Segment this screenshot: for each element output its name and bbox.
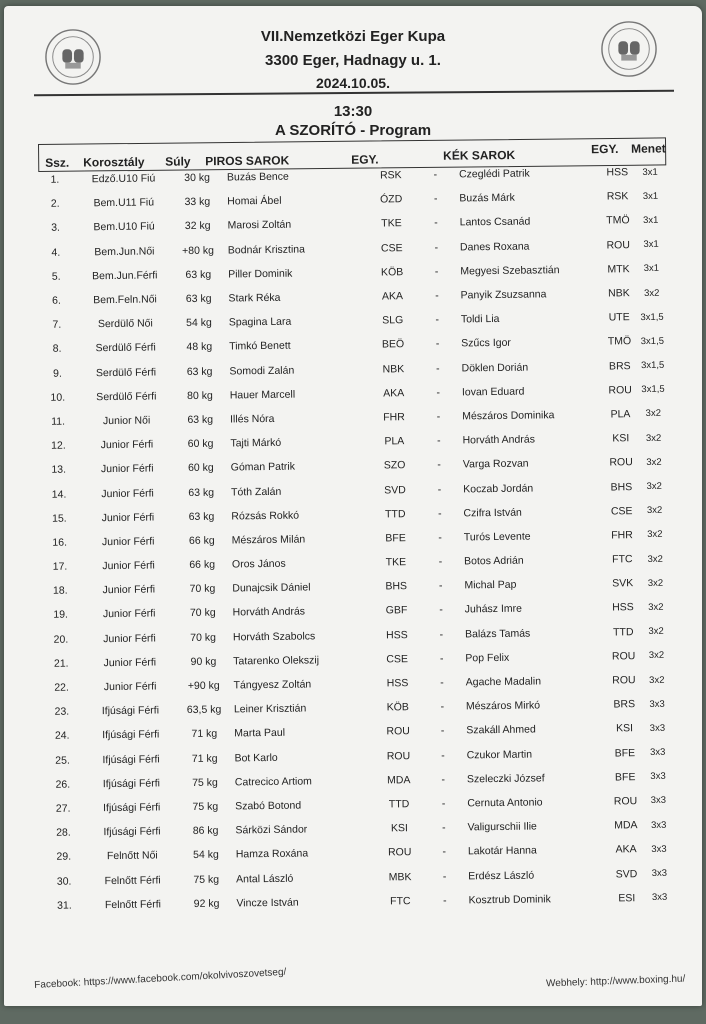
cell-ssz: 15. (51, 512, 67, 525)
cell-piros: Bot Karlo (234, 751, 278, 765)
cell-menet: 3x1 (643, 263, 660, 275)
cell-ssz: 22. (54, 681, 69, 694)
cell-suly: 66 kg (189, 558, 216, 572)
cell-ssz: 27. (55, 802, 71, 815)
cell-dash: - (436, 362, 440, 375)
cell-ssz: 9. (53, 367, 62, 380)
cell-korosztaly: Junior Női (102, 414, 151, 428)
cell-dash: - (439, 604, 443, 617)
cell-dash: - (438, 579, 443, 593)
col-kek-sarok: KÉK SAROK (443, 148, 516, 163)
cell-egy1: KÖB (386, 701, 409, 714)
cell-menet: 3x2 (647, 529, 663, 541)
col-egy-blue: EGY. (591, 141, 619, 157)
cell-kek: Megyesi Szebasztián (460, 263, 560, 278)
event-address: 3300 Eger, Hadnagy u. 1. (265, 52, 441, 69)
cell-suly: +90 kg (187, 679, 220, 693)
cell-piros: Antal László (236, 872, 294, 885)
cell-piros: Buzás Bence (226, 170, 289, 184)
cell-egy2: BRS (608, 359, 631, 373)
cell-dash: - (438, 531, 442, 544)
cell-suly: 70 kg (189, 607, 216, 620)
cell-suly: 63 kg (187, 413, 214, 426)
cell-menet: 3x1 (643, 214, 659, 226)
cell-kek: Szakáll Ahmed (466, 723, 536, 737)
cell-korosztaly: Junior Férfi (103, 656, 157, 669)
cell-egy2: HSS (612, 601, 634, 614)
cell-dash: - (437, 459, 441, 472)
cell-kek: Koczab Jordán (463, 482, 534, 495)
cell-korosztaly: Ifjúsági Férfi (102, 728, 160, 742)
cell-menet: 3x2 (649, 674, 665, 686)
cell-menet: 3x1 (643, 238, 659, 251)
cell-egy1: BEÖ (381, 338, 405, 351)
cell-menet: 3x3 (650, 819, 667, 831)
cell-ssz: 26. (55, 778, 71, 791)
cell-egy1: TKE (381, 217, 402, 230)
cell-korosztaly: Edző.U10 Fiú (91, 172, 156, 186)
cell-dash: - (440, 725, 445, 738)
cell-dash: - (434, 217, 438, 230)
cell-kek: Valigurschii Ilie (467, 820, 537, 834)
cell-kek: Mészáros Mirkó (465, 699, 541, 713)
cell-dash: - (442, 870, 447, 883)
cell-korosztaly: Junior Férfi (103, 680, 157, 694)
cell-kek: Cernuta Antonio (467, 796, 543, 810)
cell-menet: 3x1 (642, 190, 659, 202)
cell-dash: - (440, 700, 445, 713)
cell-korosztaly: Bem.Jun.Női (94, 245, 155, 258)
cell-suly: 66 kg (188, 534, 215, 547)
cell-egy1: SVD (384, 483, 406, 496)
cell-egy2: FTC (612, 553, 633, 566)
cell-menet: 3x2 (645, 432, 662, 444)
cell-egy1: GBF (385, 604, 408, 617)
cell-suly: 63 kg (185, 268, 212, 281)
cell-menet: 3x2 (646, 480, 662, 493)
cell-egy2: FHR (611, 529, 633, 542)
cell-suly: 70 kg (190, 631, 217, 644)
cell-suly: 54 kg (193, 848, 219, 862)
cell-piros: Timkó Benett (229, 340, 291, 353)
cell-egy2: UTE (608, 311, 630, 324)
cell-menet: 3x3 (651, 891, 668, 904)
cell-piros: Góman Patrik (230, 460, 296, 474)
cell-piros: Rózsás Rokkó (231, 509, 300, 523)
cell-egy1: TTD (388, 798, 410, 811)
cell-kek: Mészáros Dominika (462, 409, 555, 423)
cell-ssz: 7. (52, 318, 62, 331)
cell-korosztaly: Ifjúsági Férfi (102, 777, 161, 790)
cell-egy2: AKA (615, 843, 637, 856)
col-korosztaly: Korosztály (83, 154, 145, 170)
cell-egy2: SVK (612, 577, 634, 590)
cell-dash: - (440, 676, 444, 689)
cell-egy2: BHS (610, 480, 633, 494)
cell-egy2: ROU (611, 650, 636, 663)
cell-piros: Horváth András (232, 605, 306, 619)
cell-kek: Lakotár Hanna (467, 844, 537, 858)
cell-menet: 3x3 (650, 746, 666, 759)
cell-egy1: FTC (390, 894, 411, 908)
cell-piros: Hamza Roxána (235, 847, 309, 861)
cell-kek: Döklen Dorián (461, 361, 529, 375)
cell-piros: Homai Ábel (227, 195, 282, 208)
cell-egy2: BFE (614, 746, 636, 760)
cell-ssz: 11. (51, 415, 66, 428)
col-suly: Súly (165, 154, 191, 169)
cell-ssz: 13. (51, 463, 67, 477)
cell-suly: 33 kg (184, 195, 211, 209)
cell-ssz: 8. (52, 343, 62, 356)
cell-kek: Horváth András (462, 433, 535, 447)
cell-suly: 32 kg (184, 220, 211, 233)
cell-suly: 60 kg (187, 462, 214, 475)
cell-kek: Czifra István (463, 506, 522, 520)
cell-piros: Illés Nóra (230, 412, 275, 426)
cell-dash: - (443, 894, 447, 907)
cell-ssz: 18. (52, 584, 68, 598)
cell-suly: 63 kg (188, 486, 215, 499)
cell-suly: 63 kg (188, 510, 215, 523)
cell-suly: 86 kg (192, 824, 219, 838)
cell-kek: Lantos Csanád (459, 215, 531, 229)
col-ssz: Ssz. (45, 155, 70, 170)
cell-egy1: RSK (379, 169, 402, 182)
cell-ssz: 4. (51, 246, 61, 259)
cell-piros: Horváth Szabolcs (232, 630, 316, 644)
program-sheet (4, 6, 702, 1006)
cell-kek: Agache Madalin (465, 675, 542, 689)
event-date: 2024.10.05. (316, 75, 390, 91)
cell-egy2: ROU (606, 238, 630, 252)
cell-kek: Czukor Martin (466, 748, 533, 761)
cell-korosztaly: Junior Férfi (101, 535, 155, 549)
cell-egy1: MBK (388, 870, 412, 883)
cell-suly: 71 kg (191, 752, 218, 765)
event-title: VII.Nemzetközi Eger Kupa (260, 28, 446, 45)
cell-egy2: PLA (610, 408, 631, 421)
cell-piros: Spagina Lara (228, 315, 292, 329)
event-time: 13:30 (333, 103, 373, 120)
cell-dash: - (435, 338, 440, 351)
cell-menet: 3x3 (650, 795, 667, 807)
cell-dash: - (439, 652, 444, 665)
cell-ssz: 5. (51, 270, 61, 283)
cell-piros: Bodnár Krisztina (227, 243, 306, 257)
cell-menet: 3x2 (648, 650, 665, 662)
cell-suly: 60 kg (187, 437, 214, 451)
cell-kek: Pop Felix (465, 651, 510, 665)
cell-piros: Stark Réka (228, 291, 281, 305)
footer-facebook: Facebook: https://www.facebook.com/okolvivoszovetseg/ (34, 966, 287, 991)
cell-egy1: BHS (385, 580, 408, 593)
cell-dash: - (437, 507, 442, 520)
cell-ssz: 10. (50, 391, 66, 404)
col-egy-red: EGY. (351, 152, 379, 167)
footer-website: Webhely: http://www.boxing.hu/ (545, 973, 686, 990)
cell-piros: Marosi Zoltán (227, 219, 292, 232)
cell-egy2: BRS (613, 698, 636, 711)
cell-piros: Szabó Botond (235, 799, 302, 813)
cell-egy1: HSS (386, 677, 409, 690)
cell-suly: 48 kg (186, 341, 213, 354)
cell-piros: Leiner Krisztián (233, 702, 307, 716)
cell-egy2: CSE (610, 504, 633, 518)
cell-korosztaly: Ifjúsági Férfi (103, 801, 161, 815)
program-title: A SZORÍTÓ - Program (274, 122, 432, 139)
cell-egy2: HSS (606, 166, 629, 179)
cell-menet: 3x2 (647, 577, 664, 589)
cell-ssz: 25. (55, 754, 70, 767)
cell-korosztaly: Ifjúsági Férfi (101, 704, 160, 718)
cell-piros: Tatarenko Olekszij (233, 654, 320, 668)
cell-suly: 75 kg (192, 776, 218, 789)
cell-suly: 63 kg (186, 365, 213, 378)
cell-ssz: 12. (51, 439, 66, 452)
cell-menet: 3x2 (645, 408, 662, 420)
cell-ssz: 6. (52, 294, 61, 307)
cell-ssz: 20. (53, 633, 69, 646)
cell-piros: Vincze István (236, 896, 299, 910)
cell-egy1: PLA (384, 435, 405, 448)
cell-ssz: 23. (54, 705, 70, 718)
cell-korosztaly: Serdülő Férfi (95, 341, 156, 355)
cell-kek: Erdész László (468, 869, 535, 882)
cell-egy1: TTD (384, 507, 406, 521)
cell-suly: 92 kg (193, 897, 220, 910)
cell-korosztaly: Serdülő Női (97, 317, 153, 331)
cell-suly: 63,5 kg (186, 703, 222, 717)
cell-suly: 75 kg (193, 873, 220, 886)
cell-egy1: ROU (387, 846, 412, 859)
col-piros-sarok: PIROS SAROK (205, 153, 290, 169)
cell-suly: 30 kg (184, 171, 211, 185)
cell-kek: Botos Adrián (464, 554, 524, 568)
cell-egy1: ÓZD (380, 193, 403, 206)
cell-korosztaly: Felnőtt Női (106, 849, 158, 863)
cell-ssz: 16. (52, 536, 68, 549)
cell-egy1: BFE (385, 532, 406, 545)
cell-ssz: 21. (53, 657, 69, 670)
cell-ssz: 31. (57, 899, 72, 912)
cell-ssz: 28. (56, 826, 71, 839)
cell-ssz: 24. (54, 729, 70, 743)
cell-dash: - (433, 168, 438, 181)
cell-egy2: ESI (618, 891, 636, 905)
cell-korosztaly: Bem.Feln.Női (93, 293, 157, 307)
cell-egy2: ROU (608, 383, 632, 397)
cell-egy1: TKE (385, 556, 407, 569)
cell-piros: Marta Paul (234, 727, 286, 740)
cell-korosztaly: Junior Férfi (102, 607, 156, 621)
cell-egy1: KÖB (380, 266, 404, 279)
cell-korosztaly: Bem.U10 Fiú (93, 220, 155, 234)
cell-dash: - (435, 289, 439, 302)
cell-egy1: FHR (383, 411, 405, 424)
cell-piros: Tángyesz Zoltán (233, 678, 312, 692)
cell-egy2: KSI (612, 432, 630, 445)
cell-egy2: MTK (607, 263, 630, 276)
cell-dash: - (439, 628, 444, 641)
cell-kek: Turós Levente (463, 530, 531, 544)
cell-dash: - (442, 846, 447, 859)
cell-ssz: 3. (51, 222, 61, 235)
cell-piros: Tóth Zalán (230, 485, 282, 498)
cell-korosztaly: Felnőtt Férfi (104, 898, 162, 911)
cell-menet: 3x3 (649, 698, 665, 710)
cell-egy2: NBK (607, 287, 630, 300)
cell-egy2: ROU (612, 674, 636, 687)
cell-piros: Dunajcsik Dániel (232, 581, 311, 595)
cell-kek: Toldi Lia (460, 313, 500, 326)
cell-korosztaly: Ifjúsági Férfi (102, 753, 160, 766)
cell-dash: - (442, 821, 446, 834)
cell-egy1: CSE (386, 652, 409, 666)
cell-menet: 3x2 (646, 505, 663, 517)
cell-kek: Danes Roxana (459, 240, 530, 254)
cell-dash: - (433, 193, 438, 206)
cell-egy1: SZO (383, 459, 406, 472)
cell-kek: Buzás Márk (459, 191, 515, 205)
cell-kek: Szeleczki József (466, 772, 545, 786)
cell-dash: - (441, 797, 446, 810)
cell-ssz: 30. (56, 875, 72, 888)
cell-menet: 3x3 (650, 771, 666, 783)
cell-egy2: TMÖ (606, 214, 630, 227)
cell-egy2: ROU (613, 795, 638, 808)
cell-suly: 75 kg (192, 800, 219, 813)
cell-ssz: 29. (56, 850, 72, 864)
cell-korosztaly: Bem.U11 Fiú (93, 196, 155, 210)
cell-korosztaly: Junior Férfi (101, 511, 155, 524)
cell-suly: +80 kg (182, 244, 215, 257)
cell-egy1: NBK (382, 362, 405, 376)
cell-menet: 3x2 (647, 553, 663, 565)
cell-piros: Oros János (231, 557, 286, 571)
cell-egy2: SVD (615, 867, 638, 880)
cell-egy1: CSE (380, 241, 403, 255)
cell-korosztaly: Junior Férfi (102, 559, 155, 573)
cell-menet: 3x1,5 (641, 384, 665, 396)
cell-korosztaly: Felnőtt Férfi (104, 873, 161, 887)
cell-kek: Szűcs Igor (461, 337, 511, 350)
cell-korosztaly: Serdülő Férfi (95, 366, 157, 379)
cell-egy1: KSI (390, 822, 408, 835)
cell-egy2: BFE (614, 770, 636, 784)
cell-korosztaly: Junior Férfi (102, 583, 156, 597)
cell-suly: 71 kg (191, 728, 218, 741)
cell-menet: 3x2 (648, 601, 664, 613)
cell-kek: Balázs Tamás (464, 627, 531, 641)
cell-piros: Hauer Marcell (229, 388, 296, 402)
cell-korosztaly: Ifjúsági Férfi (103, 825, 161, 839)
cell-suly: 54 kg (186, 316, 212, 330)
cell-menet: 3x3 (649, 722, 666, 734)
cell-menet: 3x3 (651, 867, 668, 880)
cell-korosztaly: Serdülő Férfi (96, 390, 157, 403)
cell-kek: Kosztrub Dominik (468, 893, 551, 907)
cell-ssz: 1. (50, 173, 60, 186)
cell-ssz: 17. (52, 560, 68, 573)
cell-egy2: RSK (606, 190, 629, 203)
cell-ssz: 19. (53, 609, 69, 622)
cell-suly: 80 kg (187, 389, 213, 402)
cell-egy1: ROU (386, 725, 410, 738)
cell-kek: Varga Rozvan (462, 457, 529, 471)
cell-menet: 3x2 (643, 287, 660, 299)
cell-egy2: TTD (613, 625, 634, 639)
cell-menet: 3x2 (646, 456, 662, 468)
cell-piros: Piller Dominik (228, 267, 293, 281)
cell-egy2: TMÖ (607, 335, 632, 348)
cell-korosztaly: Junior Férfi (100, 462, 154, 476)
cell-dash: - (437, 483, 442, 496)
cell-korosztaly: Bem.Jun.Férfi (91, 269, 158, 283)
cell-dash: - (438, 555, 443, 568)
cell-piros: Sárközi Sándor (235, 823, 308, 837)
cell-korosztaly: Junior Férfi (100, 438, 154, 452)
cell-piros: Somodi Zalán (229, 364, 295, 378)
cell-dash: - (434, 241, 439, 254)
cell-dash: - (436, 386, 441, 399)
cell-kek: Juhász Imre (464, 603, 523, 616)
cell-menet: 3x1,5 (640, 335, 665, 347)
cell-korosztaly: Junior Férfi (103, 632, 156, 645)
cell-dash: - (436, 410, 441, 423)
col-menet: Menet (631, 141, 666, 156)
cell-suly: 63 kg (185, 292, 212, 306)
cell-egy1: ROU (386, 749, 411, 763)
cell-menet: 3x1,5 (640, 311, 664, 323)
cell-piros: Tajti Márkó (230, 436, 282, 450)
cell-ssz: 14. (51, 488, 67, 501)
cell-egy1: HSS (385, 628, 408, 642)
cell-kek: Michal Pap (464, 579, 517, 592)
cell-egy2: ROU (609, 456, 633, 469)
cell-piros: Mészáros Milán (231, 533, 306, 547)
cell-egy1: AKA (381, 290, 404, 303)
cell-egy2: MDA (614, 819, 638, 832)
cell-dash: - (441, 749, 445, 762)
bouts-table (34, 160, 676, 918)
cell-menet: 3x2 (648, 625, 664, 638)
cell-egy1: AKA (383, 386, 405, 400)
cell-suly: 90 kg (190, 655, 217, 668)
cell-dash: - (434, 265, 439, 278)
cell-piros: Catrecico Artiom (234, 775, 312, 789)
cell-dash: - (436, 434, 441, 447)
cell-kek: Panyik Zsuzsanna (460, 288, 547, 302)
cell-egy2: KSI (616, 722, 634, 735)
cell-korosztaly: Junior Férfi (101, 486, 154, 500)
cell-menet: 3x3 (651, 843, 667, 855)
cell-ssz: 2. (50, 197, 60, 211)
cell-menet: 3x1,5 (640, 359, 665, 372)
cell-menet: 3x1 (642, 166, 658, 178)
cell-kek: Czeglédi Patrik (458, 167, 530, 181)
cell-egy1: SLG (382, 314, 404, 327)
cell-kek: Iovan Eduard (461, 385, 525, 399)
cell-suly: 70 kg (189, 582, 216, 596)
cell-dash: - (435, 313, 440, 326)
cell-egy1: MDA (387, 773, 411, 787)
cell-dash: - (441, 773, 446, 786)
